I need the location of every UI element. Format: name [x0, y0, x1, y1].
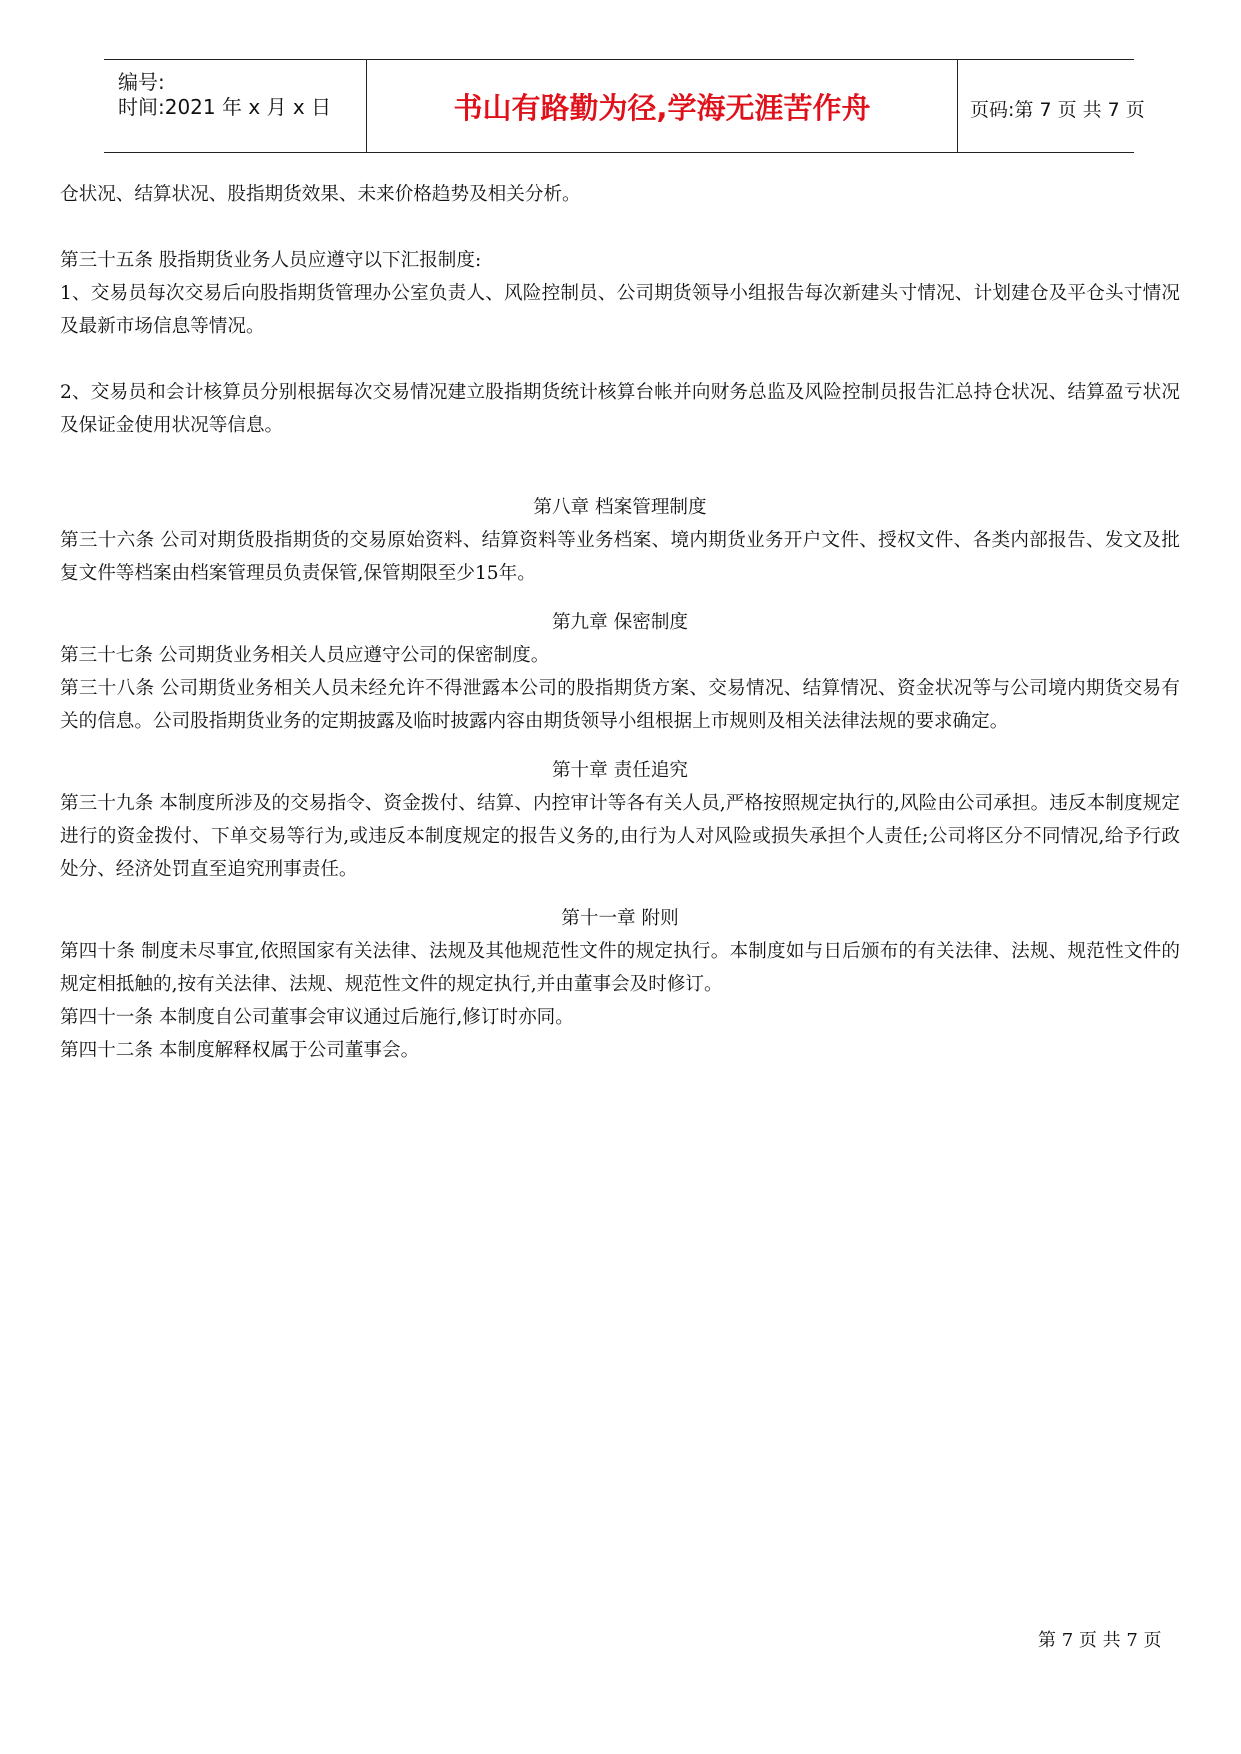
paragraph-continuation: 仓状况、结算状况、股指期货效果、未来价格趋势及相关分析。 [60, 184, 581, 205]
spacer [60, 738, 1180, 754]
header-motto-cell [367, 60, 958, 152]
spacer [60, 442, 1180, 475]
chapter-10-title: 第十章 责任追究 [551, 760, 689, 781]
document-body [60, 178, 1180, 1067]
spacer [60, 475, 1180, 491]
header-left-cell [104, 60, 367, 152]
chapter-11-title: 第十一章 附则 [561, 908, 679, 929]
article-40: 第四十条 制度未尽事宜,依照国家有关法律、法规及其他规范性文件的规定执行。本制度如与日后颁布的有关法律、法规、规范性文件的规定相抵触的,按有关法律、法规、规范性文件的规定执行,并由董事会及时修订。 [60, 941, 1180, 995]
spacer [60, 211, 1180, 244]
article-38: 第三十八条 公司期货业务相关人员未经允许不得泄露本公司的股指期货方案、交易情况、结算情况、资金状况等与公司境内期货交易有关的信息。公司股指期货业务的定期披露及临时披露内容由期货领导小组根据上市规则及相关法律法规的要求确定。 [60, 678, 1180, 732]
chapter-8-title: 第八章 档案管理制度 [533, 497, 707, 518]
header-time-label: 时间:2021 年 x 月 x 日 [118, 95, 332, 119]
chapter-9-title: 第九章 保密制度 [551, 612, 689, 633]
article-42: 第四十二条 本制度解释权属于公司董事会。 [60, 1040, 420, 1061]
page-footer: 第 7 页 共 7 页 [1038, 1630, 1162, 1651]
article-35-item-1: 1、交易员每次交易后向股指期货管理办公室负责人、风险控制员、公司期货领导小组报告每次新建头寸情况、计划建仓及平仓头寸情况及最新市场信息等情况。 [60, 283, 1180, 337]
article-35-item-2: 2、交易员和会计核算员分别根据每次交易情况建立股指期货统计核算台帐并向财务总监及风险控制员报告汇总持仓状况、结算盈亏状况及保证金使用状况等信息。 [60, 382, 1180, 436]
header-right-cell [958, 60, 1145, 152]
article-35: 第三十五条 股指期货业务人员应遵守以下汇报制度: [60, 250, 482, 271]
article-41: 第四十一条 本制度自公司董事会审议通过后施行,修订时亦同。 [60, 1007, 574, 1028]
header-number-label: 编号: [118, 70, 165, 94]
page-header [104, 59, 1145, 153]
header-page-info: 页码:第 7 页 共 7 页 [970, 99, 1145, 121]
spacer [60, 886, 1180, 902]
article-37: 第三十七条 公司期货业务相关人员应遵守公司的保密制度。 [60, 645, 550, 666]
header-motto: 书山有路勤为径,学海无涯苦作舟 [453, 91, 871, 125]
article-39: 第三十九条 本制度所涉及的交易指令、资金拨付、结算、内控审计等各有关人员,严格按照规定执行的,风险由公司承担。违反本制度规定进行的资金拨付、下单交易等行为,或违反本制度规定的报告义务的,由行为人对风险或损失承担个人责任;公司将区分不同情况,给予行政处分、经济处罚直至追究刑事责任。 [60, 793, 1180, 880]
spacer [60, 343, 1180, 376]
spacer [60, 590, 1180, 606]
article-36: 第三十六条 公司对期货股指期货的交易原始资料、结算资料等业务档案、境内期货业务开户文件、授权文件、各类内部报告、发文及批复文件等档案由档案管理员负责保管,保管期限至少15年。 [60, 530, 1180, 584]
